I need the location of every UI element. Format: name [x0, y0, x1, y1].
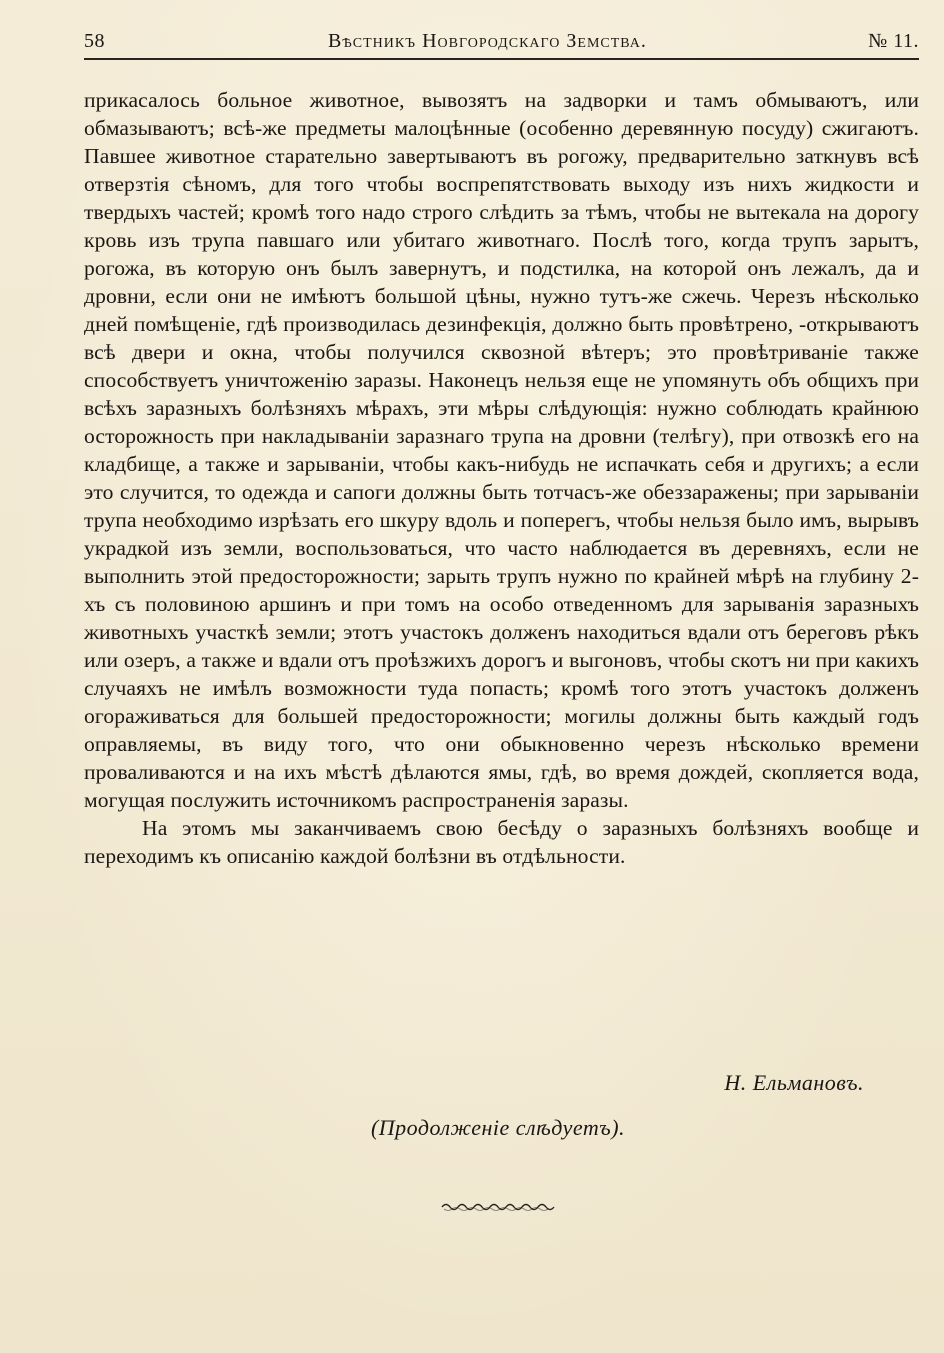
wavy-divider-ornament — [440, 1200, 556, 1214]
running-header — [84, 28, 919, 58]
paragraph-1: прикасалось больное животное, вывозятъ на задворки и тамъ обмываютъ, или обмазываютъ; всѣ-же предметы малоцѣнные (особенно деревянную посуду) сжигаютъ. Павшее животное старательно завертываютъ въ рогожу, предварительно заткнувъ всѣ отверзтія сѣномъ, для того чтобы воспрепятствовать выходу изъ нихъ жидкости и твердыхъ частей; кромѣ того надо строго слѣдить за тѣмъ, чтобы не вытекала на дорогу кровь изъ трупа павшаго или убитаго животнаго. Послѣ того, когда трупъ зарытъ, рогожа, въ которую онъ былъ завернутъ, и подстилка, на которой онъ лежалъ, да и дровни, если они не имѣютъ большой цѣны, нужно тутъ-же сжечь. Черезъ нѣсколько дней помѣщеніе, гдѣ производилась дезинфекція, должно быть провѣтрено, -открываютъ всѣ двери и окна, чтобы получился сквозной вѣтеръ; это провѣтриваніе также способствуетъ уничтоженію заразы. Наконецъ нельзя еще не упомянуть объ общихъ при всѣхъ заразныхъ болѣзняхъ мѣрахъ, эти мѣры слѣдующія: нужно соблюдать крайнюю осторожность при накладываніи заразнаго трупа на дровни (телѣгу), при отвозкѣ его на кладбище, а также и зарываніи, чтобы какъ-нибудь не испачкать себя и другихъ; а если это случится, то одежда и сапоги должны быть тотчасъ-же обеззаражены; при зарываніи трупа необходимо изрѣзать его шкуру вдоль и поперегъ, чтобы нельзя было имъ, вырывъ украдкой изъ земли, воспользоваться, что часто наблюдается въ деревняхъ, если не выполнить этой предосторожности; зарыть трупъ нужно по крайней мѣрѣ на глубину 2-хъ съ половиною аршинъ и при томъ на особо отведенномъ для зарыванія заразныхъ животныхъ участкѣ земли; этотъ участокъ долженъ находиться вдали отъ береговъ рѣкъ или озеръ, а также и вдали отъ проѣзжихъ дорогъ и выгоновъ, чтобы скотъ ни при какихъ случаяхъ не имѣлъ возможности туда попасть; кромѣ того этотъ участокъ долженъ огораживаться для большей предосторожности; могилы должны быть каждый годъ оправляемы, въ виду того, что они обыкновенно черезъ нѣсколько времени проваливаются и на ихъ мѣстѣ дѣлаются ямы, гдѣ, во время дождей, скопляется вода, могущая послужить источникомъ распространенія заразы. — [84, 88, 919, 812]
page-number: 58 — [84, 30, 105, 52]
continuation-note — [0, 1115, 944, 1141]
header-rule — [84, 58, 919, 60]
paragraph-2: На этомъ мы заканчиваемъ свою бесѣду о заразныхъ болѣзняхъ вообще и переходимъ къ описанію каждой болѣзни въ отдѣльности. — [84, 816, 919, 868]
journal-title: Вѣстникъ Новгородскаго Земства. — [328, 30, 647, 52]
article-body — [84, 86, 919, 870]
author-signature: Н. Ельмановъ. — [724, 1070, 864, 1095]
issue-number: № 11. — [868, 30, 919, 52]
continuation-text: (Продолженіе слѣдуетъ). — [370, 1115, 626, 1140]
